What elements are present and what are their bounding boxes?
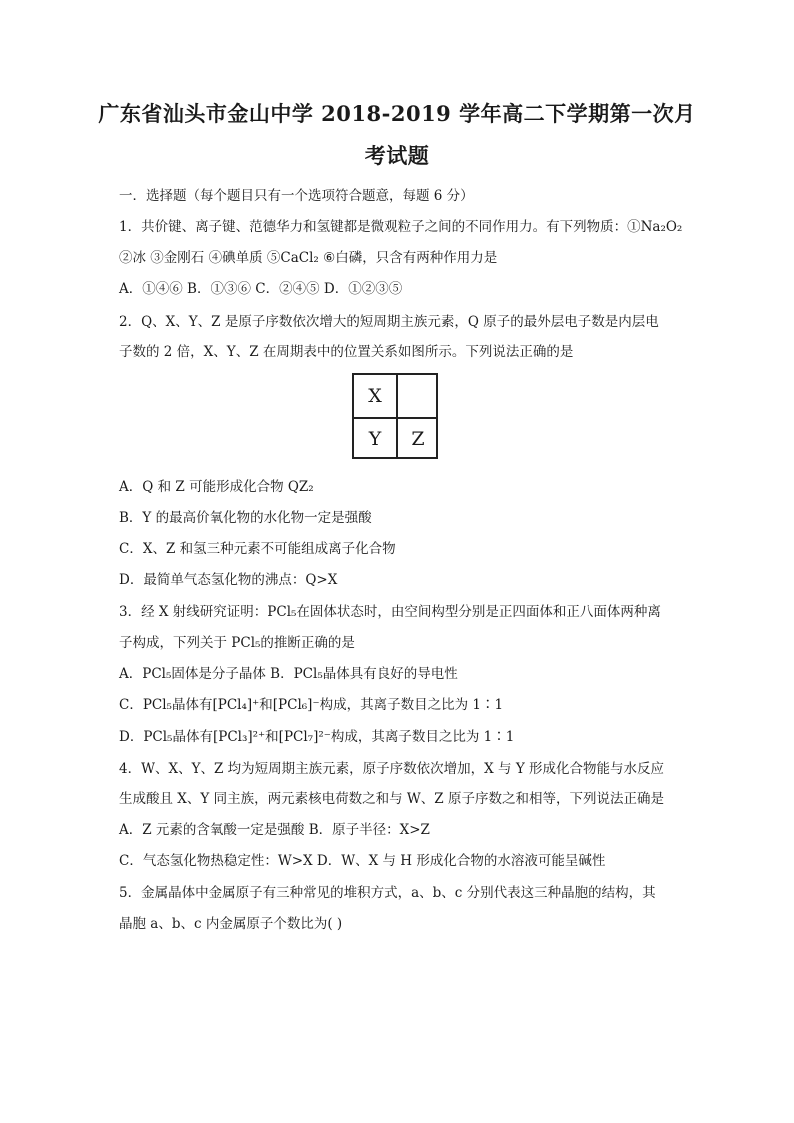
exam-title-line1: 广东省汕头市金山中学 2018-2019 学年高二下学期第一次月 [98,101,696,126]
grid-cell-x: X [368,385,382,407]
periodic-position-grid [352,373,438,459]
q3-stem-line2: 子构成，下列关于 PCl₅的推断正确的是 [119,635,355,651]
q4-stem-line1: 4．W、X、Y、Z 均为短周期主族元素，原子序数依次增加，X 与 Y 形成化合物能与水反应 [119,761,665,777]
section-heading: 一．选择题（每个题目只有一个选项符合题意，每题 6 分） [119,188,474,204]
q2-stem-line1: 2．Q、X、Y、Z 是原子序数依次增大的短周期主族元素，Q 原子的最外层电子数是内层电 [119,314,659,330]
q3-option-c: C．PCl₅晶体有[PCl₄]⁺和[PCl₆]⁻构成，其离子数目之比为 1∶1 [119,697,504,713]
q1-stem-line2: ②冰 ③金刚石 ④碘单质 ⑤CaCl₂ ⑥白磷，只含有两种作用力是 [119,250,498,266]
q1-options: A．①④⑥ B．①③⑥ C．②④⑤ D．①②③⑤ [119,281,403,297]
q4-options-cd: C．气态氢化物热稳定性：W>X D．W、X 与 H 形成化合物的水溶液可能呈碱性 [119,853,606,869]
grid-cell-y: Y [368,428,382,450]
q3-option-d: D．PCl₅晶体有[PCl₃]²⁺和[PCl₇]²⁻构成，其离子数目之比为 1∶1 [119,729,515,745]
q2-stem-line2: 子数的 2 倍，X、Y、Z 在周期表中的位置关系如图所示。下列说法正确的是 [119,344,574,360]
q5-stem-line2: 晶胞 a、b、c 内金属原子个数比为( ) [119,916,343,932]
q3-stem-line1: 3．经 X 射线研究证明：PCl₅在固体状态时，由空间构型分别是正四面体和正八面体两种离 [119,604,661,620]
q2-option-c: C．X、Z 和氢三种元素不可能组成离子化合物 [119,541,396,557]
q2-option-b: B．Y 的最高价氧化物的水化物一定是强酸 [119,510,372,526]
exam-title-line2: 考试题 [364,143,430,168]
q4-options-ab: A．Z 元素的含氧酸一定是强酸 B．原子半径：X>Z [119,822,430,838]
grid-cell-z: Z [411,428,425,450]
q1-stem-line1: 1．共价键、离子键、范德华力和氢键都是微观粒子之间的不同作用力。有下列物质：①Na₂O₂ [119,219,683,235]
q2-option-d: D．最简单气态氢化物的沸点：Q>X [119,572,338,588]
q4-stem-line2: 生成酸且 X、Y 同主族，两元素核电荷数之和与 W、Z 原子序数之和相等，下列说法正确是 [119,791,664,807]
q5-stem-line1: 5．金属晶体中金属原子有三种常见的堆积方式，a、b、c 分别代表这三种晶胞的结构，其 [119,885,656,901]
q2-option-a: A．Q 和 Z 可能形成化合物 QZ₂ [119,479,314,495]
q3-options-ab: A．PCl₅固体是分子晶体 B．PCl₅晶体具有良好的导电性 [119,666,458,682]
grid-cell-empty [397,375,439,417]
